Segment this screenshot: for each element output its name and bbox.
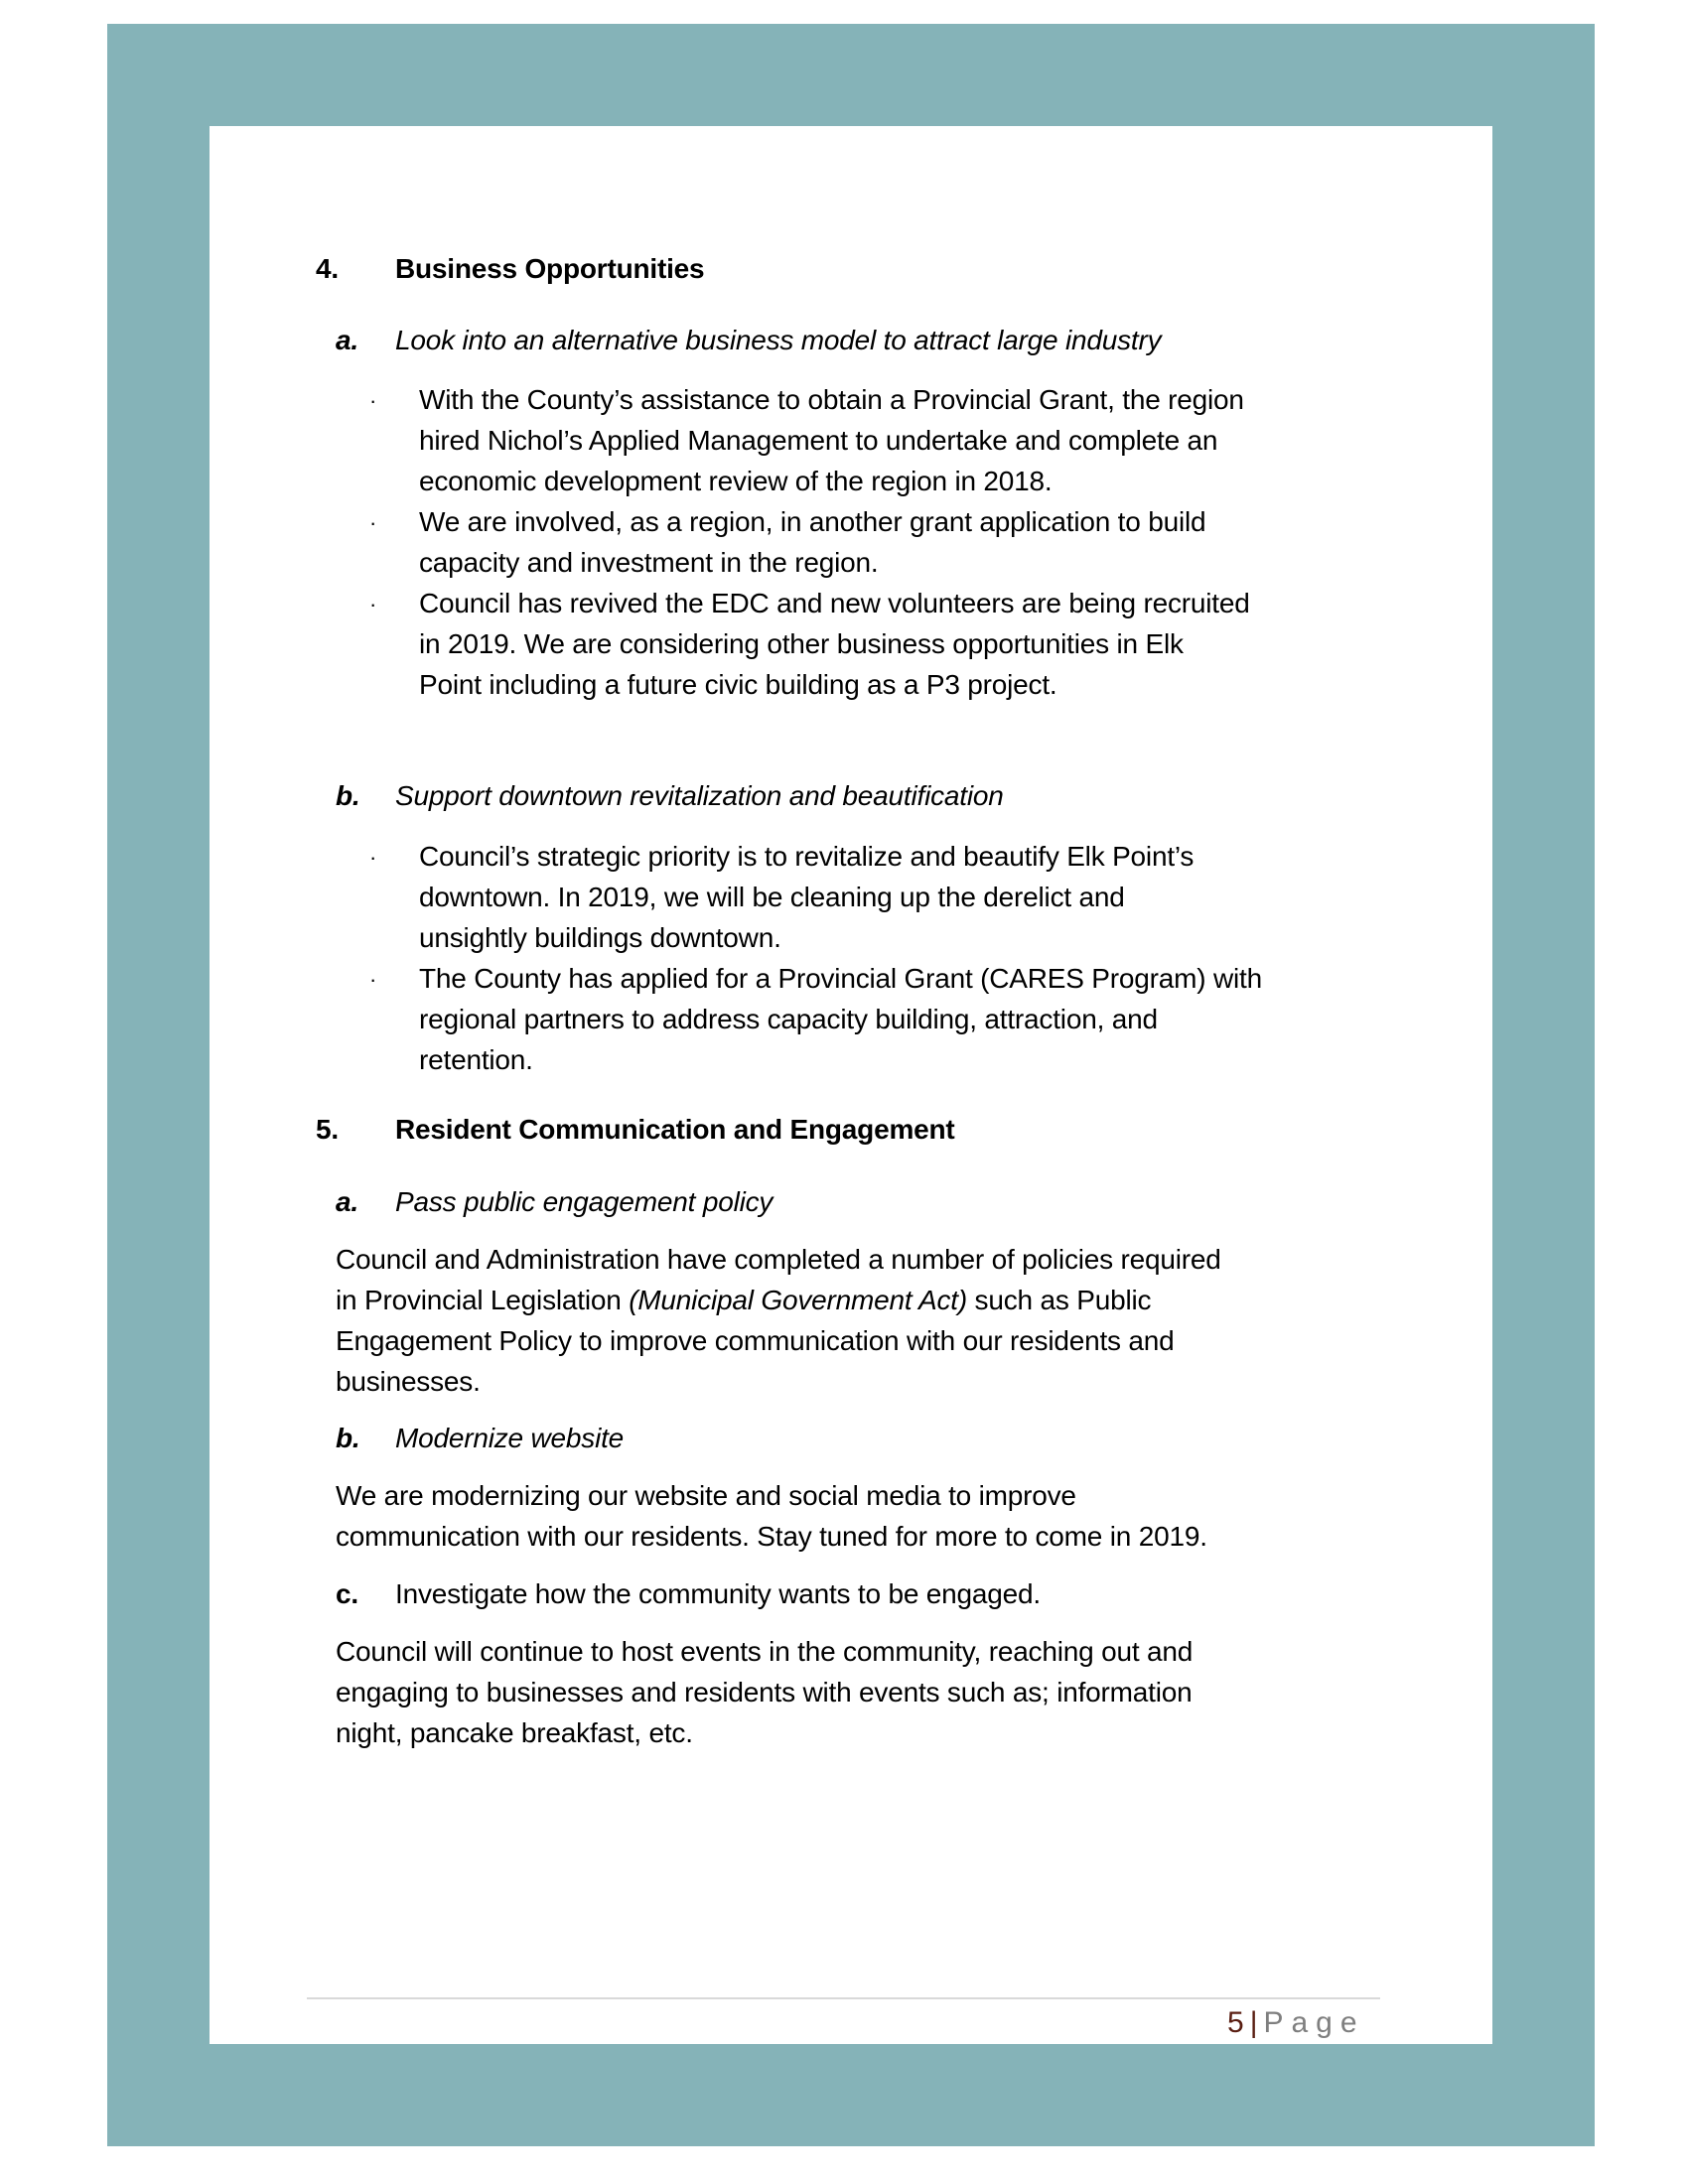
bullet-icon: ·	[369, 510, 377, 535]
bullet-text-line: regional partners to address capacity building, attraction, and	[419, 1004, 1158, 1034]
section-title: Resident Communication and Engagement	[395, 1114, 955, 1145]
subsection-title: Modernize website	[395, 1423, 625, 1453]
footer-divider	[307, 1997, 1380, 1999]
section-title: Business Opportunities	[395, 253, 705, 284]
subsection-label: b.	[336, 780, 360, 811]
act-name-italic: (Municipal Government Act)	[629, 1285, 967, 1315]
paragraph-line: communication with our residents. Stay tuned for more to come in 2019.	[336, 1521, 1207, 1552]
subsection-title: Investigate how the community wants to be engaged.	[395, 1578, 1041, 1609]
paragraph-text: in Provincial Legislation	[336, 1285, 630, 1315]
subsection-title: Look into an alternative business model to attract large industry	[395, 325, 1162, 355]
subsection-title: Support downtown revitalization and beautification	[395, 780, 1004, 811]
bullet-text-line: With the County’s assistance to obtain a Provincial Grant, the region	[419, 384, 1244, 415]
subsection-label: c.	[336, 1578, 358, 1609]
bullet-icon: ·	[369, 388, 377, 413]
bullet-text-line: Point including a future civic building as a P3 project.	[419, 669, 1057, 700]
bullet-text-line: in 2019. We are considering other business opportunities in Elk	[419, 628, 1184, 659]
bullet-icon: ·	[369, 592, 377, 616]
bullet-text-line: The County has applied for a Provincial Grant (CARES Program) with	[419, 963, 1262, 994]
bullet-text-line: economic development review of the region in 2018.	[419, 466, 1053, 496]
paragraph-line	[336, 1280, 1151, 1320]
paragraph-line: engaging to businesses and residents with events such as; information	[336, 1677, 1193, 1707]
paragraph-text: such as Public	[966, 1285, 1152, 1315]
bullet-icon: ·	[369, 845, 377, 870]
bullet-text-line: capacity and investment in the region.	[419, 547, 879, 578]
paragraph-line: Engagement Policy to improve communication with our residents and	[336, 1325, 1175, 1356]
bullet-icon: ·	[369, 967, 377, 992]
footer-separator: |	[1249, 2006, 1258, 2039]
section-number: 5.	[316, 1114, 339, 1145]
subsection-label: a.	[336, 1186, 358, 1217]
paragraph-line: businesses.	[336, 1366, 481, 1397]
paragraph-line: We are modernizing our website and social media to improve	[336, 1480, 1076, 1511]
section-number: 4.	[316, 253, 339, 284]
page-footer	[1227, 2003, 1365, 2043]
paragraph-line: Council will continue to host events in the community, reaching out and	[336, 1636, 1194, 1667]
bullet-text-line: retention.	[419, 1044, 533, 1075]
subsection-title: Pass public engagement policy	[395, 1186, 774, 1217]
subsection-label: a.	[336, 325, 358, 355]
bullet-text-line: downtown. In 2019, we will be cleaning up the derelict and	[419, 882, 1125, 912]
bullet-text-line: We are involved, as a region, in another grant application to build	[419, 506, 1206, 537]
page-label: Page	[1263, 2006, 1365, 2039]
paragraph-line: Council and Administration have completed a number of policies required	[336, 1244, 1221, 1275]
bullet-text-line: unsightly buildings downtown.	[419, 922, 781, 953]
bullet-text-line: Council has revived the EDC and new volunteers are being recruited	[419, 588, 1250, 618]
page-number: 5	[1227, 2006, 1244, 2039]
paragraph-line: night, pancake breakfast, etc.	[336, 1717, 693, 1748]
bullet-text-line: Council’s strategic priority is to revitalize and beautify Elk Point’s	[419, 841, 1195, 872]
subsection-label: b.	[336, 1423, 360, 1453]
bullet-text-line: hired Nichol’s Applied Management to undertake and complete an	[419, 425, 1218, 456]
